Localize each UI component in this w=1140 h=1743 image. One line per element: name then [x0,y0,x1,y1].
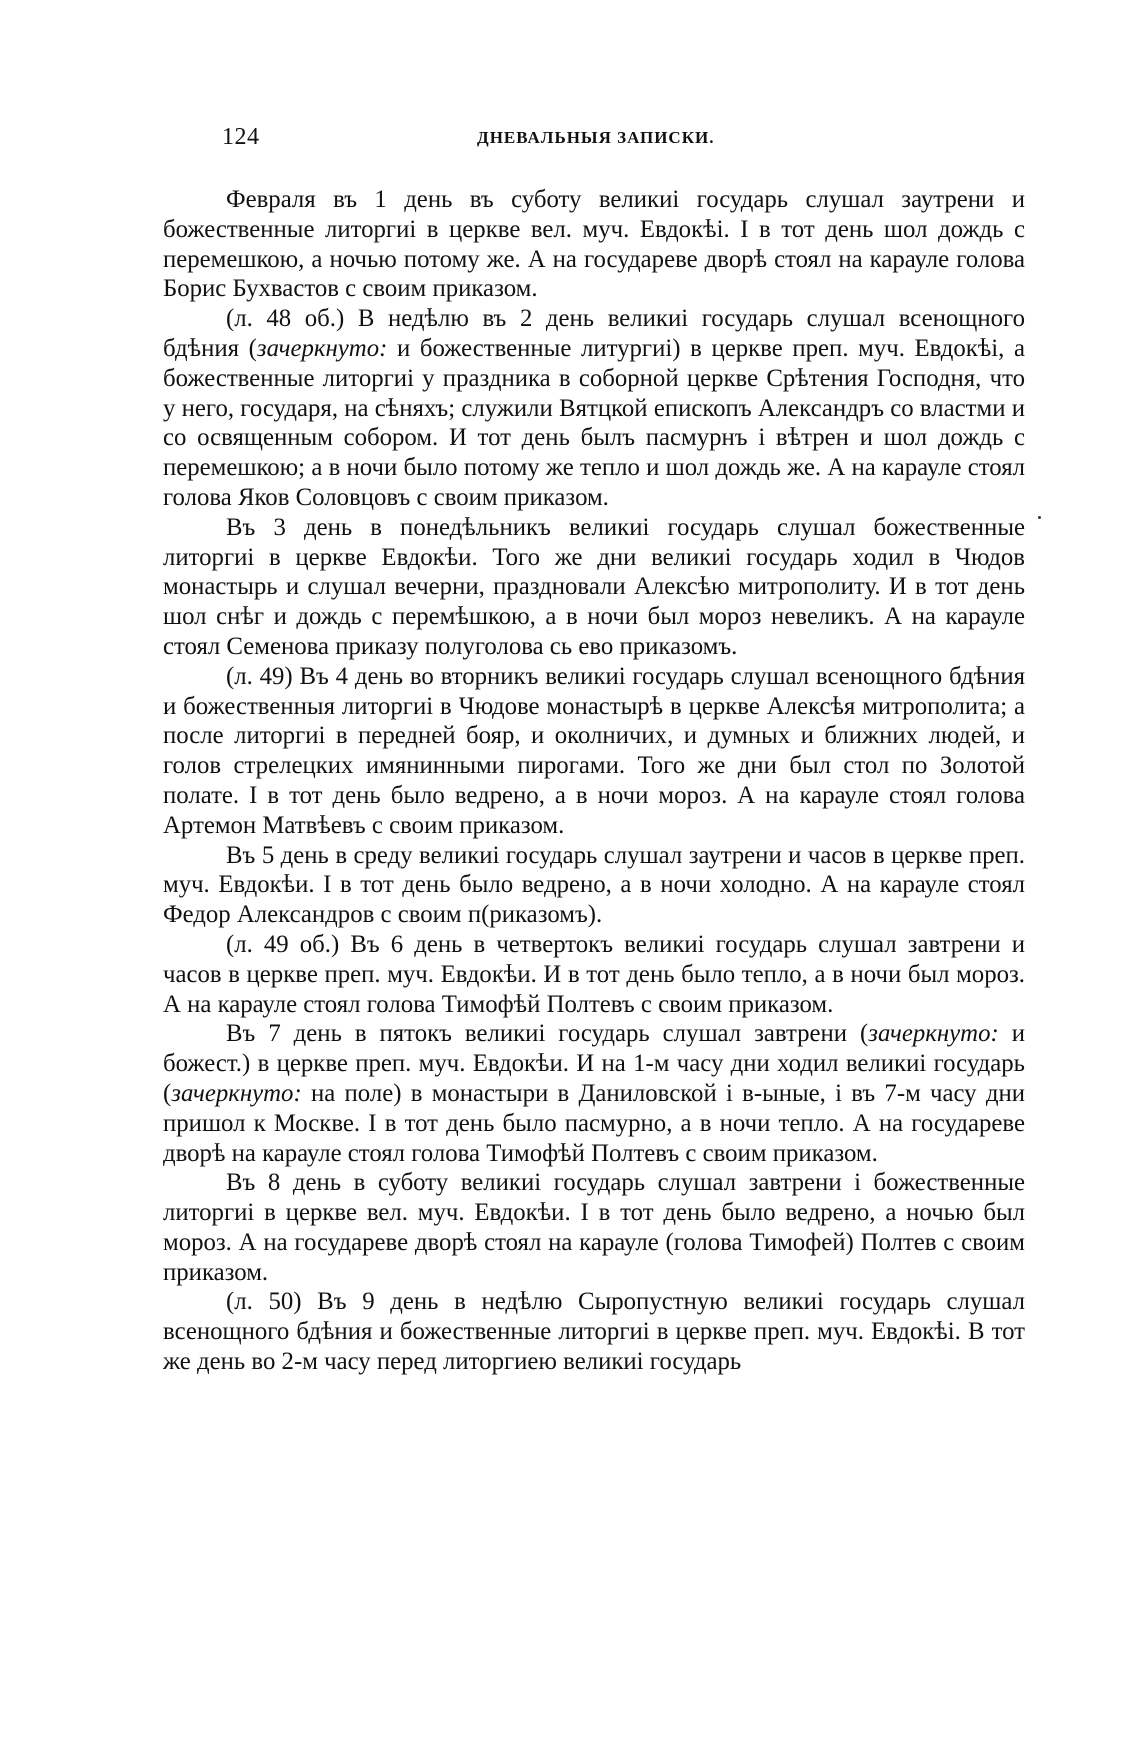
paragraph [163,304,1025,513]
paragraph [163,1287,1025,1376]
editorial-note: зачеркнуто: [171,1079,302,1107]
paragraph-text: (л. 50) Въ 9 день в недѣлю Сыропустную великиі государь слушал всенощного бдѣния и божественные литоргиі в церкве преп. муч. Евдокѣі. В тот же день во 2-м часу перед литоргиею великиі государь [163,1288,1025,1376]
editorial-note: зачеркнуто: [868,1020,999,1048]
paragraph-text: (л. 49) Въ 4 день во вторникъ великиі государь слушал всенощного бдѣния и божественныя литоргиі в Чюдове монастырѣ в церкве Алексѣя митрополита; а после литоргиі в передней бояр, и околничих, и думных и ближних людей, и голов стрелецких имянинными пирогами. Того же дни был стол по Золотой полате. І в тот день было ведрено, а в ночи мороз. А на карауле стоял голова Артемон Матвѣевъ с своим приказом. [163,662,1025,839]
paragraph-text: Въ 3 день в понедѣльникъ великиі государь слушал божественные литоргиі в церкве Евдокѣи. Того же дни великиі государь ходил в Чюдов монастырь и слушал вечерни, праздновали Алексѣю митрополиту. И в тот день шол снѣг и дождь с перемѣшкою, а в ночи был мороз невеликъ. А на карауле стоял Семенова приказу полуголова сь ево приказомъ. [163,513,1025,660]
paragraph-text: на поле) в монастыри в Даниловской і в-ыные, і въ 7-м часу дни пришол к Москве. І в тот день было пасмурно, а в ночи тепло. А на государеве дворѣ на карауле стоял голова Тимофѣй Полтевъ с своим приказом. [163,1079,1025,1167]
paragraph-text: Въ 7 день в пятокъ великиі государь слушал завтрени ( [226,1020,869,1048]
paragraph-text: (л. 48 об.) В недѣлю въ 2 день великиі государь слушал всенощного бдѣния ( [163,305,1025,362]
paragraph [163,513,1025,662]
body-text [163,185,1025,1377]
paragraph-text: Февраля въ 1 день въ суботу великиі государь слушал заутрени и божественные литоргиі в церкве вел. муч. Евдокѣі. І в тот день шол дождь с перемешкою, а ночью потому же. А на государеве дворѣ стоял на карауле голова Борис Бухвастов с своим приказом. [163,186,1025,303]
paragraph-text: и божественные литургиі) в церкве преп. муч. Евдокѣі, а божественные литоргиі у праздника в соборной церкве Срѣтения Господня, что у него, государя, на сѣняхъ; служили Вятцкой епископъ Александръ со властми и со освященным собором. И тот день былъ пасмурнъ і вѣтрен и шол дождь с перемешкою; а в ночи было потому же тепло и шол дождь же. А на карауле стоял голова Яков Соловцовъ с своим приказом. [163,334,1026,511]
paragraph [163,185,1025,304]
paragraph [163,1168,1025,1287]
paragraph-text: и божест.) в церкве преп. муч. Евдокѣи. И на 1-м часу дни ходил великиі государь ( [163,1020,1025,1107]
page-header [160,120,1020,160]
paragraph-text: Въ 5 день в среду великиі государь слушал заутрени и часов в церкве преп. муч. Евдокѣи. І в тот день было ведрено, а в ночи холодно. А на карауле стоял Федор Александров с своим п(риказомъ). [163,841,1025,929]
running-title: ДНЕВАЛЬНЫЯ ЗАПИСКИ. [477,128,715,147]
paragraph-text: (л. 49 об.) Въ 6 день в четвертокъ великиі государь слушал завтрени и часов в церкве преп. муч. Евдокѣи. И в тот день было тепло, а в ночи был мороз. А на карауле стоял голова Тимофѣй Полтевъ с своим приказом. [163,930,1025,1018]
paragraph [163,930,1025,1019]
editorial-note: зачеркнуто: [256,334,388,362]
print-speck [1038,516,1041,519]
page-number: 124 [222,124,260,150]
paragraph [163,841,1025,930]
paragraph [163,662,1025,841]
paragraph [163,1019,1025,1168]
paragraph-text: Въ 8 день в суботу великиі государь слушал завтрени і божественные литоргиі в церкве вел. муч. Евдокѣи. І в тот день было ведрено, а ночью был мороз. А на государеве дворѣ стоял на карауле (голова Тимофей) Полтев с своим приказом. [163,1169,1025,1286]
